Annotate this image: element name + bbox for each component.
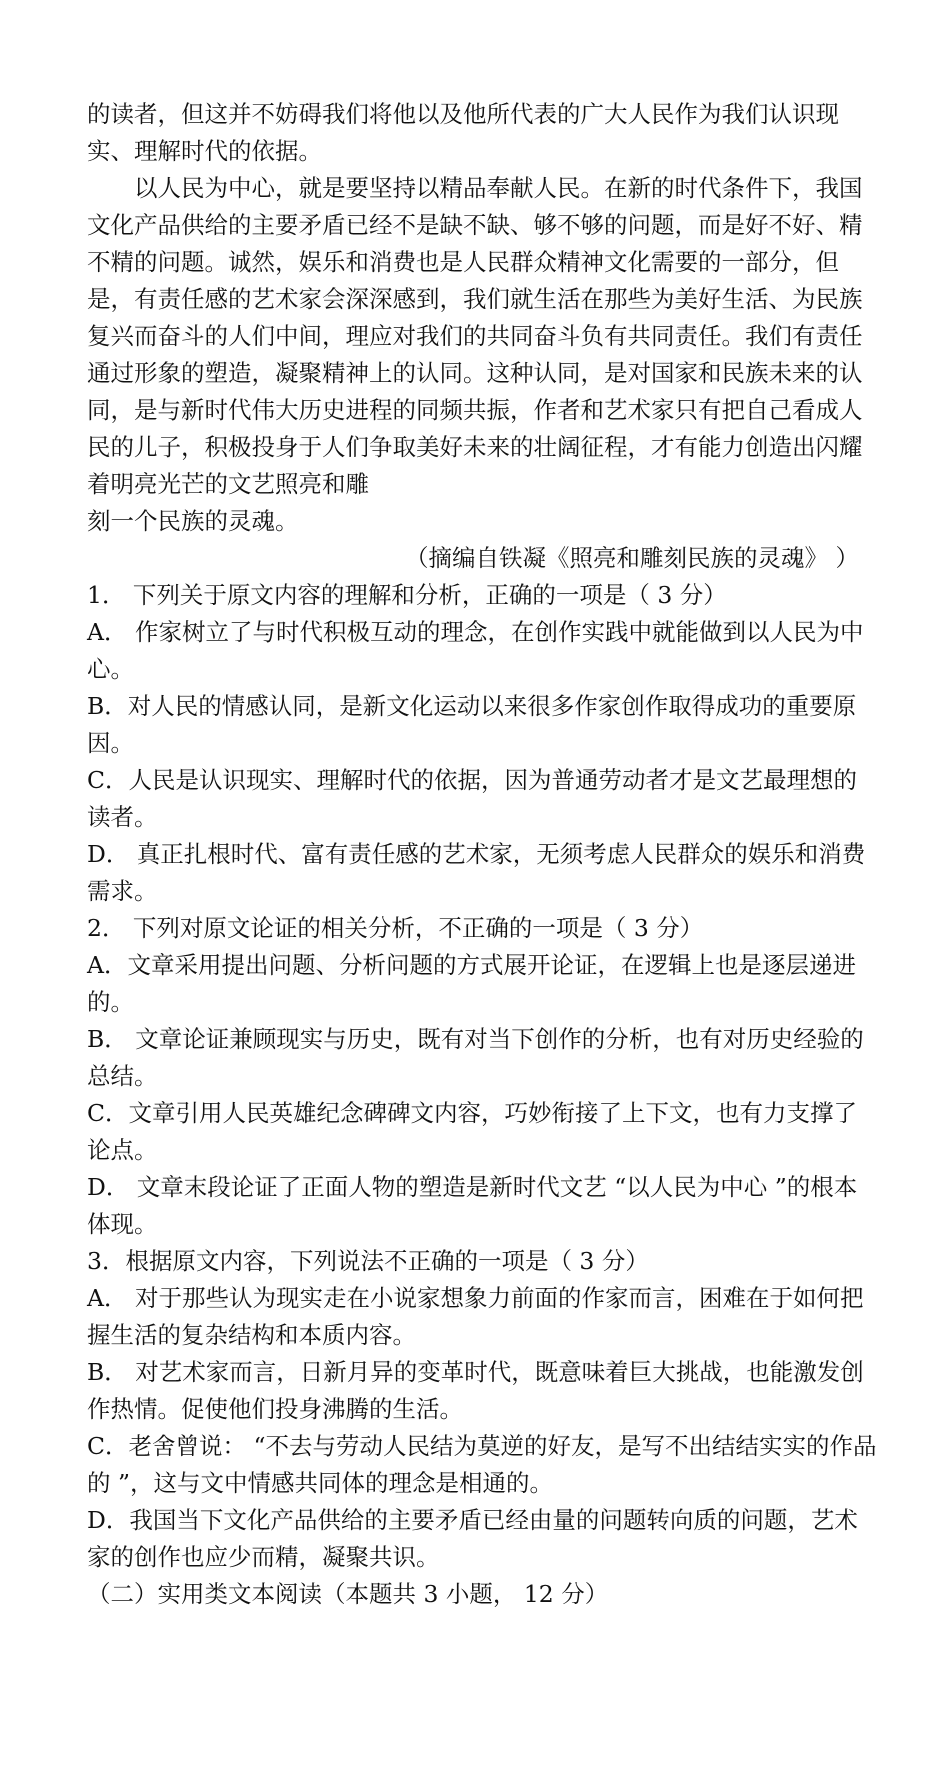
- question-option-a: A．文章采用提出问题、分析问题的方式展开论证，在逻辑上也是逐层递进的。: [87, 951, 856, 1016]
- question-option-d: D． 真正扎根时代、富有责任感的艺术家，无须考虑人民群众的娱乐和消费需求。: [87, 840, 866, 905]
- question-option-b: B．对人民的情感认同，是新文化运动以来很多作家创作取得成功的重要原因。: [87, 692, 857, 757]
- document-page: [87, 96, 877, 1613]
- question-option-a: A． 对于那些认为现实走在小说家想象力前面的作家而言，困难在于如何把握生活的复杂结构和本质内容。: [87, 1284, 864, 1349]
- question-stem: 2． 下列对原文论证的相关分析，不正确的一项是（ 3 分）: [87, 914, 704, 942]
- question-option-b: B． 对艺术家而言，日新月异的变革时代，既意味着巨大挑战，也能激发创作热情。促使他们投身沸腾的生活。: [87, 1358, 864, 1423]
- question-option-b: B． 文章论证兼顾现实与历史，既有对当下创作的分析，也有对历史经验的总结。: [87, 1025, 864, 1090]
- passage-source: （摘编自铁凝《照亮和雕刻民族的灵魂》 ）: [405, 544, 859, 572]
- question-2: [87, 910, 877, 1243]
- passage-paragraph-1-tail: 的读者，但这并不妨碍我们将他以及他所代表的广大人民作为我们认识现实、理解时代的依据。: [87, 100, 839, 165]
- section-heading: （二）实用类文本阅读（本题共 3 小题， 12 分）: [87, 1580, 609, 1608]
- question-option-c: C．老舍曾说： “不去与劳动人民结为莫逆的好友，是写不出结结实实的作品的 ”，这与文中情感共同体的理念是相通的。: [87, 1432, 877, 1497]
- question-option-a: A． 作家树立了与时代积极互动的理念，在创作实践中就能做到以人民为中心。: [87, 618, 864, 683]
- question-stem: 3．根据原文内容，下列说法不正确的一项是（ 3 分）: [87, 1247, 649, 1275]
- question-option-c: C．文章引用人民英雄纪念碑碑文内容，巧妙衔接了上下文，也有力支撑了论点。: [87, 1099, 857, 1164]
- question-option-c: C．人民是认识现实、理解时代的依据，因为普通劳动者才是文艺最理想的读者。: [87, 766, 857, 831]
- question-option-d: D．我国当下文化产品供给的主要矛盾已经由量的问题转向质的问题，艺术家的创作也应少而精，凝聚共识。: [87, 1506, 858, 1571]
- question-1: [87, 577, 877, 910]
- question-option-d: D． 文章末段论证了正面人物的塑造是新时代文艺 “以人民为中心 ”的根本体现。: [87, 1173, 858, 1238]
- passage-paragraph-2: 以人民为中心，就是要坚持以精品奉献人民。在新的时代条件下，我国文化产品供给的主要矛盾已经不是缺不缺、够不够的问题，而是好不好、精不精的问题。诚然，娱乐和消费也是人民群众精神文化需要的一部分，但是，有责任感的艺术家会深深感到，我们就生活在那些为美好生活、为民族复兴而奋斗的人们中间，理应对我们的共同奋斗负有共同责任。我们有责任通过形象的塑造，凝聚精神上的认同。这种认同，是对国家和民族未来的认同，是与新时代伟大历史进程的同频共振，作者和艺术家只有把自己看成人民的儿子，积极投身于人们争取美好未来的壮阔征程，才有能力创造出闪耀着明亮光芒的文艺照亮和雕: [87, 174, 863, 498]
- passage-paragraph-2-end: 刻一个民族的灵魂。: [87, 507, 299, 535]
- question-3: [87, 1243, 877, 1576]
- question-stem: 1． 下列关于原文内容的理解和分析，正确的一项是（ 3 分）: [87, 581, 727, 609]
